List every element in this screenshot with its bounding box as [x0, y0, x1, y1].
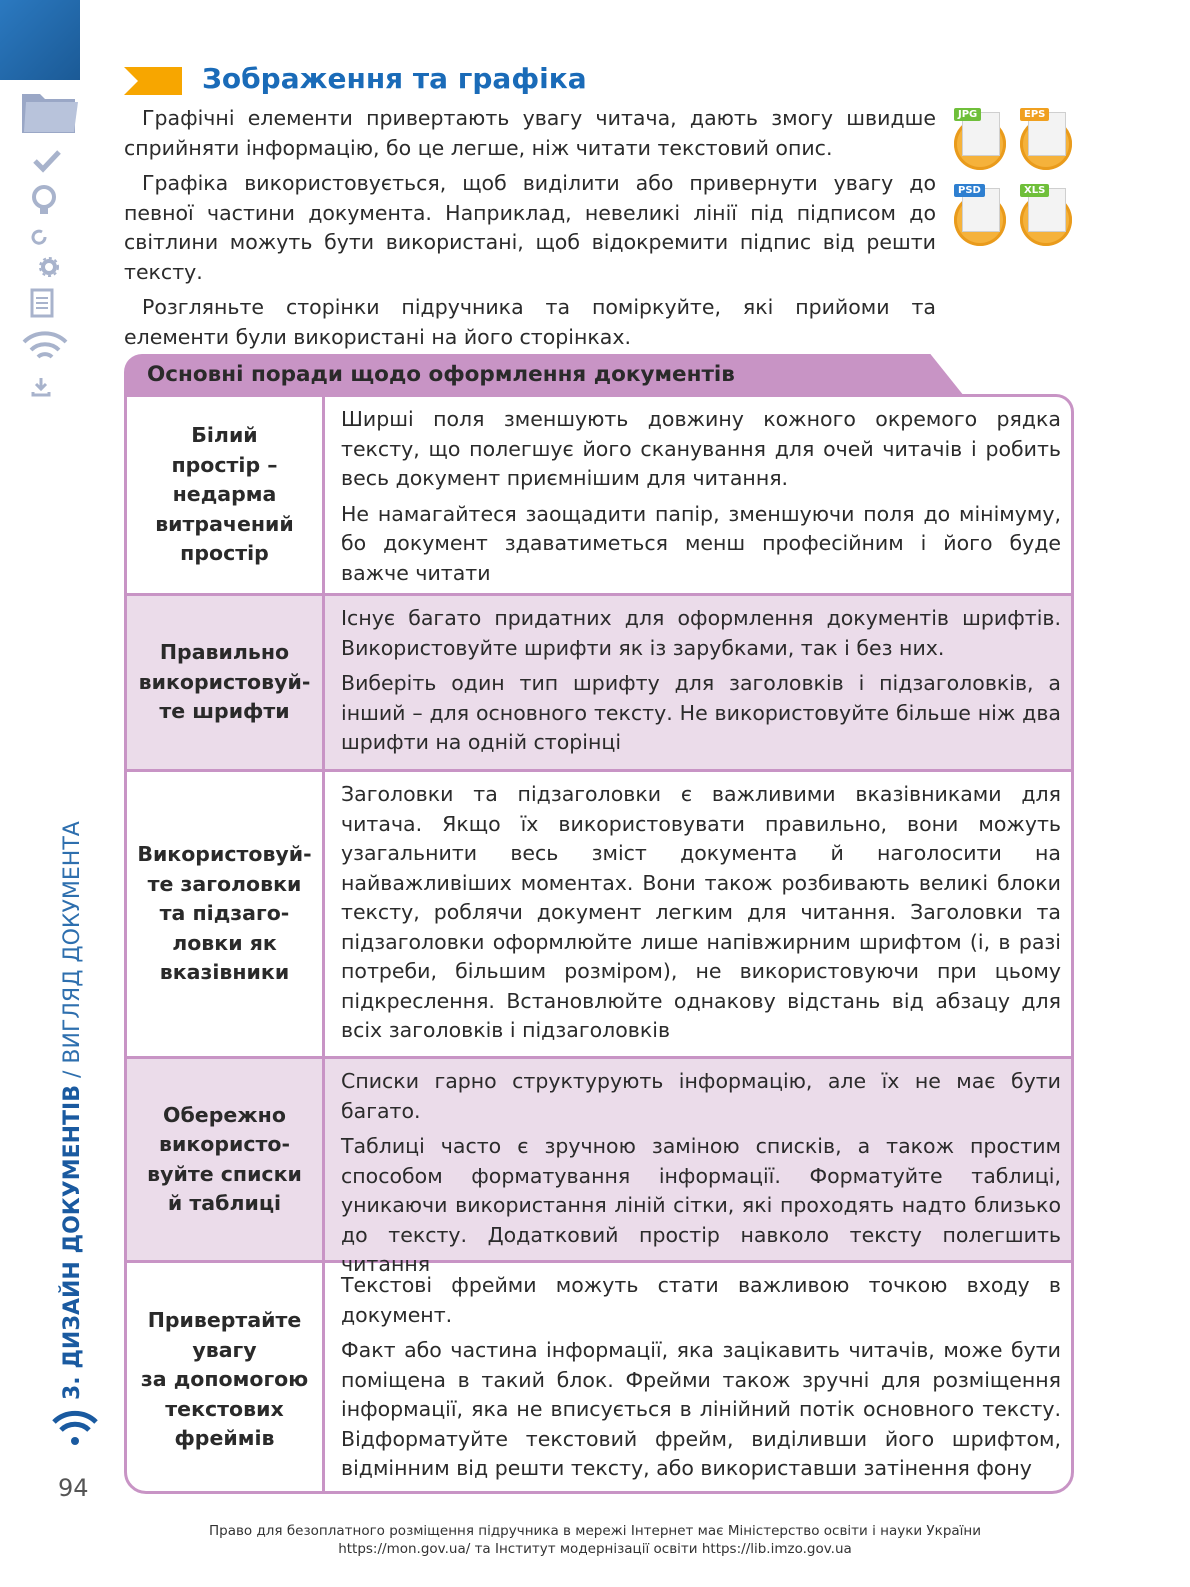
tip-label: Білий простір – недарма витрачений простір	[127, 397, 325, 593]
wifi-icon	[20, 328, 70, 368]
psd-file-icon	[948, 184, 1010, 246]
tip-label: Привертайте увагу за допомогою текстових фреймів	[127, 1263, 325, 1494]
lightbulb-icon	[30, 184, 58, 218]
gear-icon	[38, 256, 60, 278]
eps-file-icon	[1014, 108, 1076, 170]
refresh-icon	[28, 226, 50, 248]
jpg-file-icon	[948, 108, 1010, 170]
tip-row	[127, 772, 1071, 1059]
section-flag-icon	[124, 67, 182, 95]
tip-body	[341, 1271, 1061, 1490]
page-footer	[0, 1522, 1190, 1558]
footer-line: Право для безоплатного розміщення підручника в мережі Інтернет має Міністерство освіти і науки України	[208, 1523, 982, 1539]
tip-paragraph: Факт або частина інформації, яка зацікавить читачів, може бути поміщена в такий блок. Фрейми також зручні для розміщення інформації, яка не вписується в лінійний потік основного тексту. Відформатуйте текстовий фрейм, виділивши його шрифтом, відмінним від решти тексту, або використавши затінення фону	[341, 1338, 1061, 1480]
tip-label: Використовуй- те заголовки та підзаго- ловки як вказівники	[127, 772, 325, 1056]
tips-title: Основні поради щодо оформлення документів	[147, 362, 735, 387]
tip-row	[127, 1059, 1071, 1276]
chapter-title-rest: / ВИГЛЯД ДОКУМЕНТА	[60, 821, 85, 1085]
chapter-side-title	[60, 821, 85, 1400]
checkmark-icon	[32, 148, 62, 174]
file-tag: JPG	[954, 108, 981, 121]
tip-label: Правильно використовуй- те шрифти	[127, 596, 325, 769]
tip-paragraph: Списки гарно структурують інформацію, але їх не має бути багато.	[341, 1069, 1061, 1123]
tip-paragraph: Виберіть один тип шрифту для заголовків і підзаголовків, а інший – для основного тексту. Не використовуйте більше ніж два шрифти на одній сторінці	[341, 671, 1061, 754]
page-number: 94	[58, 1474, 89, 1502]
tip-paragraph: Не намагайтеся заощадити папір, зменшуючи поля до мінімуму, бо документ здаватиметься менш професійним і його буде важче читати	[341, 501, 1061, 585]
tip-row	[127, 397, 1071, 596]
tip-label: Обережно використо- вуйте списки й таблиці	[127, 1059, 325, 1260]
tip-body	[341, 604, 1061, 764]
tips-table	[124, 394, 1074, 1494]
wifi-chapter-icon	[50, 1408, 100, 1448]
section-title: Зображення та графіка	[202, 62, 587, 95]
tip-paragraph: Таблиці часто є зручною заміною списків, а також простим способом форматування інформації. Форматуйте таблиці, уникаючи використання ліній сітки, які проходять надто близько до тексту. Додатковий простір навколо тексту полегшить читання	[341, 1134, 1061, 1276]
file-format-icons	[948, 108, 1088, 258]
folder-icon	[20, 88, 80, 136]
tip-body	[341, 780, 1061, 1052]
corner-accent-block	[0, 0, 80, 80]
footer-line: https://mon.gov.ua/ та Інститут модернізації освіти https://lib.imzo.gov.ua	[338, 1541, 852, 1557]
tip-paragraph: Заголовки та підзаголовки є важливими вказівниками для читача. Якщо їх використовувати правильно, вони можуть узагальнити весь зміст документа й наголосити на найважливіших моментах. Вони також розбивають великі блоки тексту, роблячи документ легким для читання. Заголовки та підзаголовки оформлюйте лише напівжирним шрифтом (і, в разі потреби, більшим розміром), не використовуючи при цьому підкреслення. Встановлюйте однакову відстань від абзацу для всіх заголовків і підзаголовків	[341, 782, 1061, 1042]
tip-body	[341, 405, 1061, 594]
intro-paragraph: Графіка використовується, щоб виділити або привернути увагу до певної частини документа. Наприклад, невеликі лінії під підписом до світлини можуть бути використані, щоб відокремити підпис від решти тексту.	[124, 171, 936, 284]
tip-row	[127, 1263, 1071, 1494]
tip-row	[127, 596, 1071, 772]
tip-paragraph: Ширші поля зменшують довжину кожного окремого рядка тексту, що полегшує його сканування для очей читачів і робить весь документ приємнішим для читання.	[341, 407, 1061, 490]
file-tag: XLS	[1020, 184, 1049, 197]
intro-text	[124, 104, 936, 358]
document-icon	[30, 288, 56, 318]
intro-paragraph: Розгляньте сторінки підручника та поміркуйте, які прийоми та елементи були використані на його сторінках.	[124, 295, 936, 349]
xls-file-icon	[1014, 184, 1076, 246]
intro-paragraph: Графічні елементи привертають увагу читача, дають змогу швидше сприйняти інформацію, бо це легше, ніж читати текстовий опис.	[124, 106, 936, 160]
tip-paragraph: Текстові фрейми можуть стати важливою точкою входу в документ.	[341, 1273, 1061, 1327]
file-tag: PSD	[954, 184, 985, 197]
tip-paragraph: Існує багато придатних для оформлення документів шрифтів. Використовуйте шрифти як із зарубками, так і без них.	[341, 606, 1061, 660]
tip-body	[341, 1067, 1061, 1286]
chapter-title-bold: 3. ДИЗАЙН ДОКУМЕНТІВ	[60, 1084, 85, 1400]
file-tag: EPS	[1020, 108, 1049, 121]
download-icon	[30, 376, 52, 398]
